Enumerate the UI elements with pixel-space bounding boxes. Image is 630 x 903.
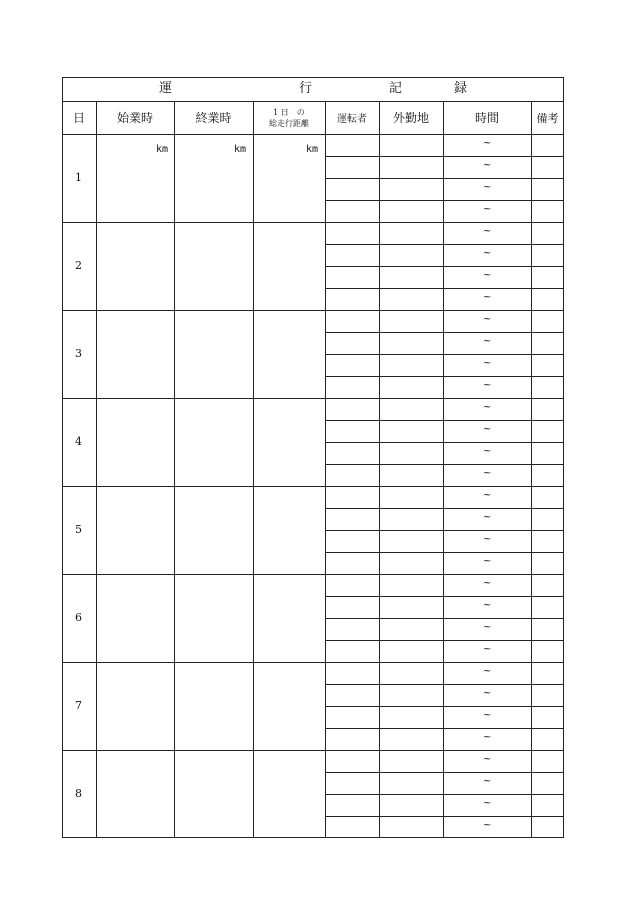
time-range-tilde: ~: [483, 798, 492, 809]
time-range-tilde: ~: [483, 600, 492, 611]
header-distance-line1: 1 日 の: [273, 107, 305, 117]
time-range-tilde: ~: [483, 402, 492, 413]
time-range-tilde: ~: [483, 754, 492, 765]
time-range-tilde: ~: [483, 138, 492, 149]
time-range-tilde: ~: [483, 270, 492, 281]
time-range-tilde: ~: [483, 468, 492, 479]
time-range-tilde: ~: [483, 556, 492, 567]
day-number: 3: [75, 347, 82, 360]
time-range-tilde: ~: [483, 248, 492, 259]
header-remarks: 備考: [536, 111, 559, 125]
day-number: 4: [75, 435, 82, 448]
time-range-tilde: ~: [483, 644, 492, 655]
time-range-tilde: ~: [483, 160, 492, 171]
distance-unit: km: [306, 144, 319, 155]
time-range-tilde: ~: [483, 622, 492, 633]
title-char: 録: [453, 81, 467, 96]
title-char: 運: [158, 81, 172, 96]
day-number: 5: [75, 523, 82, 536]
operation-record-form: [62, 77, 564, 838]
time-range-tilde: ~: [483, 182, 492, 193]
form-title: [62, 77, 564, 101]
title-char: 行: [298, 81, 312, 96]
time-range-tilde: ~: [483, 424, 492, 435]
time-range-tilde: ~: [483, 292, 492, 303]
header-destination: 外勤地: [392, 111, 429, 125]
day-number: 8: [75, 787, 82, 800]
time-range-tilde: ~: [483, 226, 492, 237]
day-number: 7: [75, 699, 82, 712]
time-range-tilde: ~: [483, 446, 492, 457]
time-range-tilde: ~: [483, 204, 492, 215]
time-range-tilde: ~: [483, 380, 492, 391]
day-number: 2: [75, 259, 82, 272]
header-end: 終業時: [195, 111, 232, 125]
time-range-tilde: ~: [483, 666, 492, 677]
header-driver: 運転者: [337, 114, 367, 125]
title-char: 記: [388, 81, 402, 96]
header-distance: [253, 101, 325, 134]
day-number: 6: [75, 611, 82, 624]
time-range-tilde: ~: [483, 490, 492, 501]
time-range-tilde: ~: [483, 534, 492, 545]
header-time: 時間: [474, 111, 499, 125]
time-range-tilde: ~: [483, 820, 492, 831]
time-range-tilde: ~: [483, 688, 492, 699]
time-range-tilde: ~: [483, 776, 492, 787]
start-unit: km: [156, 144, 169, 155]
day-number: 1: [75, 171, 82, 184]
time-range-tilde: ~: [483, 314, 492, 325]
time-range-tilde: ~: [483, 732, 492, 743]
time-range-tilde: ~: [483, 512, 492, 523]
time-range-tilde: ~: [483, 578, 492, 589]
time-range-tilde: ~: [483, 358, 492, 369]
header-distance-line2: 総走行距離: [269, 118, 309, 128]
header-day: 日: [72, 111, 85, 125]
time-range-tilde: ~: [483, 336, 492, 347]
time-range-tilde: ~: [483, 710, 492, 721]
header-start: 始業時: [116, 111, 153, 125]
end-unit: km: [234, 144, 247, 155]
